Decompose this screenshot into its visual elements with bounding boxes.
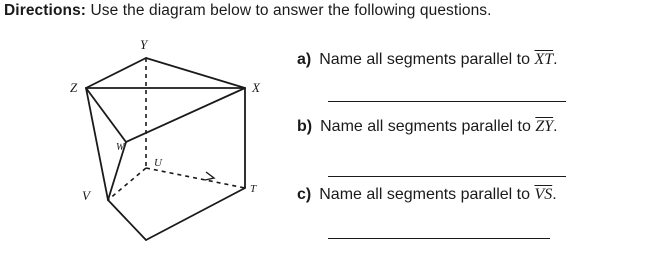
- question-b-label: b): [297, 118, 313, 135]
- answer-line-a[interactable]: [328, 101, 566, 102]
- question-b-segment: $\overline{ZY}$: [535, 118, 554, 135]
- question-a-prompt: Name all segments parallel to: [319, 51, 530, 68]
- vertex-label-Z: Z: [70, 80, 78, 95]
- vertex-label-V: V: [82, 188, 90, 203]
- question-c-label: c): [297, 186, 312, 203]
- vertex-label-U: U: [154, 157, 162, 169]
- question-a: [297, 51, 558, 69]
- question-a-end: .: [553, 51, 558, 68]
- question-a-label: a): [297, 51, 312, 68]
- edge-ZV: [86, 88, 108, 200]
- vertex-label-X: X: [252, 80, 260, 95]
- edge-ST: [146, 188, 245, 240]
- edge-ZY: [86, 58, 146, 88]
- question-b: [297, 118, 558, 136]
- prism-diagram: [0, 0, 280, 255]
- question-c-prompt: Name all segments parallel to: [319, 186, 530, 203]
- vertex-label-W: W: [116, 142, 125, 153]
- edge-WX: [126, 88, 245, 142]
- directions-text: Use the diagram below to answer the following questions.: [90, 2, 492, 19]
- question-a-segment: $\overline{XT}$: [534, 51, 554, 68]
- vertex-label-Y: Y: [140, 37, 148, 52]
- question-c-segment: $\overline{VS}$: [534, 186, 553, 203]
- edge-VS: [108, 200, 146, 240]
- edge-UT: [146, 168, 245, 188]
- question-c: [297, 186, 557, 204]
- answer-line-c[interactable]: [328, 238, 550, 239]
- question-b-end: .: [553, 118, 558, 135]
- question-b-prompt: Name all segments parallel to: [320, 118, 531, 135]
- edge-arrow-mark: [205, 172, 214, 180]
- question-c-end: .: [552, 186, 557, 203]
- answer-line-b[interactable]: [328, 176, 566, 177]
- edge-YX: [146, 58, 245, 88]
- directions-heading: Directions:: [4, 2, 87, 19]
- vertex-label-T: T: [250, 183, 257, 195]
